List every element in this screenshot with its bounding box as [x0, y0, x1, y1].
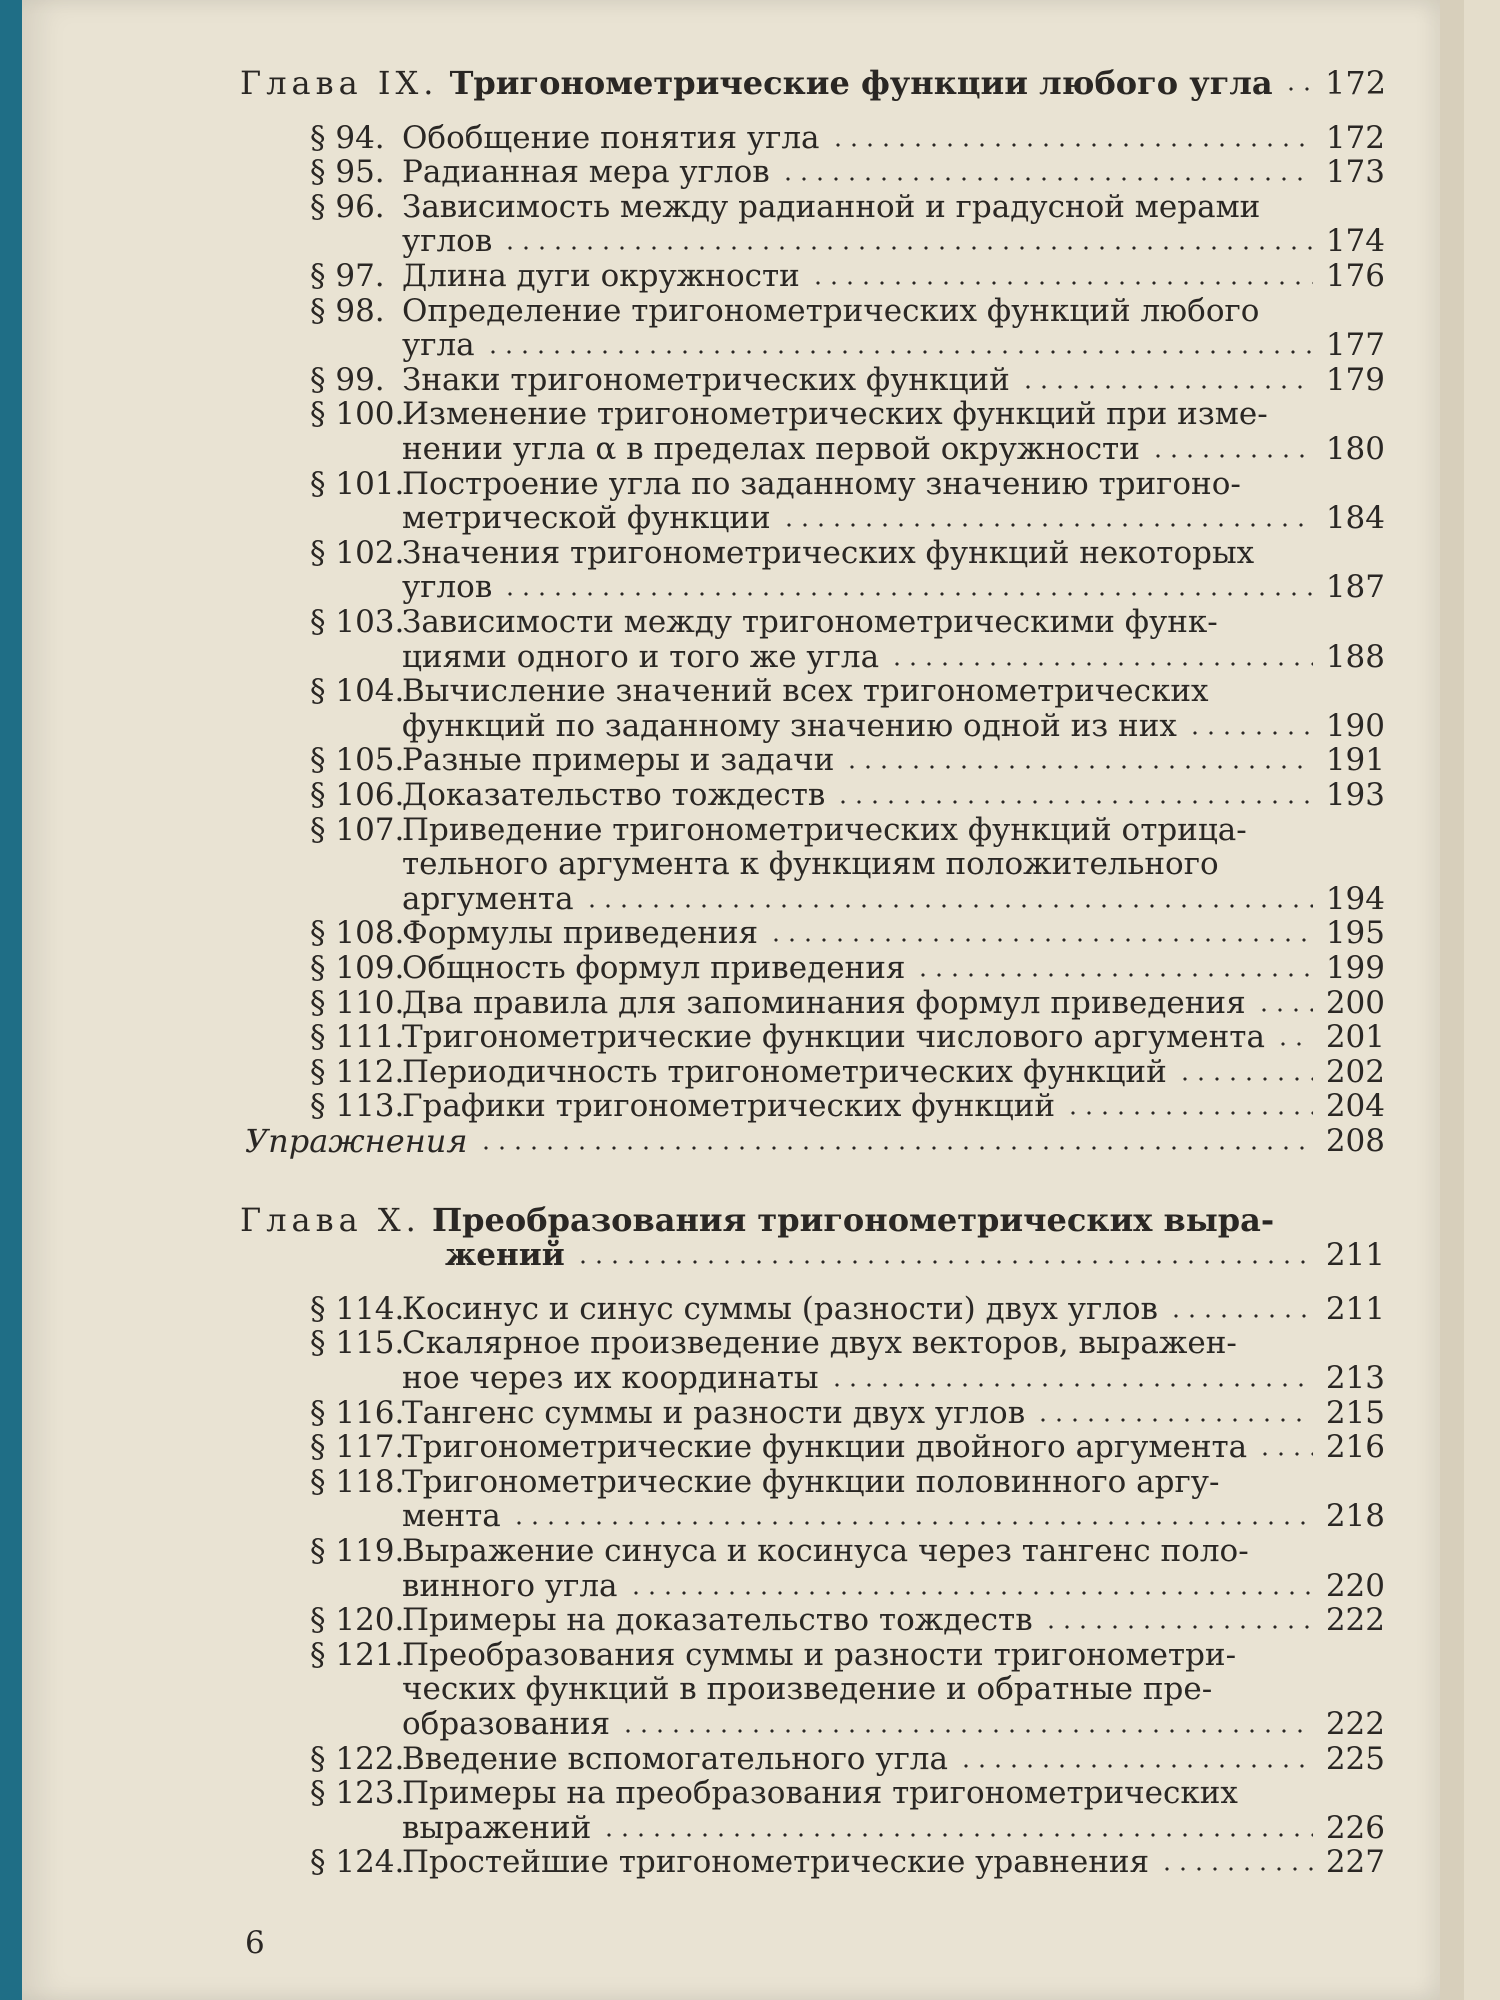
chapter-heading [240, 66, 1385, 100]
section-title: Построение угла по заданному значению тригоно- [402, 465, 1241, 502]
toc-entry [240, 915, 1385, 951]
chapter-label: Глава X. [240, 1200, 421, 1239]
toc-entry [240, 1775, 1385, 1811]
toc-entry [240, 1019, 1385, 1055]
section-page: 177 [1325, 327, 1385, 364]
section-title: углов [402, 223, 493, 260]
dot-leader [889, 662, 1313, 666]
section-title: Тригонометрические функции половинного аргу- [402, 1463, 1220, 1500]
section-number: § 99. [310, 361, 385, 398]
toc-entry [240, 604, 1385, 640]
section-number: § 110. [310, 984, 405, 1021]
toc-entry [240, 1706, 1385, 1742]
dot-leader [1035, 1418, 1313, 1422]
section-page: 216 [1325, 1429, 1385, 1466]
section-page: 194 [1325, 880, 1385, 917]
section-title: углов [402, 569, 493, 606]
dot-leader [502, 592, 1313, 596]
chapter-title: Преобразования тригонометрических выра- [431, 1200, 1275, 1239]
section-number: § 94. [310, 119, 385, 156]
section-number: § 96. [310, 188, 385, 225]
section-page: 213 [1325, 1360, 1385, 1397]
section-title: Графики тригонометрических функций [402, 1088, 1056, 1125]
section-title: мента [402, 1498, 501, 1535]
exercises-entry [240, 1123, 1385, 1159]
toc-entry [240, 535, 1385, 571]
section-page: 188 [1325, 638, 1385, 675]
dot-leader [830, 143, 1313, 147]
toc-entry [240, 742, 1385, 778]
section-number: § 103. [310, 604, 405, 641]
section-page: 193 [1325, 777, 1385, 814]
dot-leader [810, 281, 1313, 285]
section-title: Знаки тригонометрических функций [402, 361, 1010, 398]
section-number: § 108. [310, 915, 405, 952]
chapter-page: 172 [1325, 64, 1387, 102]
dot-leader [628, 1591, 1313, 1595]
section-number: § 95. [310, 154, 385, 191]
section-title: Тригонометрические функции числового аргумента [402, 1019, 1265, 1056]
dot-leader [620, 1729, 1313, 1733]
section-number: § 120. [310, 1602, 405, 1639]
section-page: 204 [1325, 1088, 1385, 1125]
toc-entry [240, 1637, 1385, 1673]
section-title: метрической функции [402, 500, 771, 537]
section-page: 179 [1325, 361, 1385, 398]
dot-leader [1177, 1077, 1313, 1081]
section-title: Примеры на преобразования тригонометрических [402, 1775, 1238, 1812]
section-title: Общность формул приведения [402, 950, 906, 987]
dot-leader [1275, 1042, 1313, 1046]
section-title: Простейшие тригонометрические уравнения [402, 1844, 1150, 1881]
dot-leader [601, 1833, 1313, 1837]
section-number: § 106. [310, 777, 405, 814]
dot-leader [502, 246, 1313, 250]
dot-leader [1159, 1867, 1313, 1871]
section-number: § 104. [310, 673, 405, 710]
toc-entry [240, 1602, 1385, 1638]
section-title: нении угла α в пределах первой окружности [402, 431, 1140, 468]
toc-entry [240, 327, 1385, 363]
dot-leader [781, 523, 1313, 527]
dot-leader [768, 938, 1313, 942]
toc-entry [240, 1429, 1385, 1465]
toc-entry [240, 639, 1385, 675]
page-edge [1464, 0, 1500, 2000]
toc-entry [240, 985, 1385, 1021]
section-title: Приведение тригонометрических функций отрица- [402, 811, 1247, 848]
section-number: § 109. [310, 950, 405, 987]
section-title: Формулы приведения [402, 915, 759, 952]
chapter-page: 211 [1325, 1237, 1385, 1274]
chapter-title-cont [240, 1237, 1385, 1273]
section-page: 199 [1325, 950, 1385, 987]
dot-leader [1187, 731, 1313, 735]
section-page: 225 [1325, 1740, 1385, 1777]
section-page: 176 [1325, 258, 1385, 295]
section-number: § 102. [310, 534, 405, 571]
dot-leader [1283, 87, 1313, 91]
section-title: тельного аргумента к функциям положительного [402, 846, 1219, 883]
toc-entry [240, 154, 1385, 190]
section-number: § 115. [310, 1325, 405, 1362]
section-page: 226 [1325, 1809, 1385, 1846]
dot-leader [915, 973, 1313, 977]
toc-entry [240, 569, 1385, 605]
section-title: Значения тригонометрических функций некоторых [402, 534, 1255, 571]
section-title: Обобщение понятия угла [402, 119, 820, 156]
section-page: 184 [1325, 500, 1385, 537]
dot-leader [780, 177, 1313, 181]
section-number: § 105. [310, 742, 405, 779]
section-page: 218 [1325, 1498, 1385, 1535]
section-number: § 98. [310, 292, 385, 329]
toc-entry [240, 120, 1385, 156]
toc-entry [240, 431, 1385, 467]
toc-entry [240, 1291, 1385, 1327]
section-title: ческих функций в произведение и обратные пре- [402, 1671, 1213, 1708]
dot-leader [478, 1146, 1313, 1150]
section-title: Определение тригонометрических функций любого [402, 292, 1260, 329]
section-page: 201 [1325, 1019, 1385, 1056]
toc-entry [240, 846, 1385, 882]
toc-entry [240, 223, 1385, 259]
toc-entry [240, 258, 1385, 294]
chapter-title: Тригонометрические функции любого угла [449, 64, 1273, 102]
toc-entry [240, 1464, 1385, 1500]
section-page: 195 [1325, 915, 1385, 952]
section-number: § 107. [310, 811, 405, 848]
section-title: Разные примеры и задачи [402, 742, 835, 779]
toc-entry [240, 1498, 1385, 1534]
dot-leader [1257, 1452, 1313, 1456]
toc-entry [240, 881, 1385, 917]
section-page: 222 [1325, 1706, 1385, 1743]
dot-leader [1168, 1314, 1313, 1318]
dot-leader [575, 1260, 1313, 1264]
toc-entry [240, 950, 1385, 986]
section-title: Преобразования суммы и разности тригонометри- [402, 1636, 1237, 1673]
section-number: § 111. [310, 1019, 405, 1056]
section-page: 190 [1325, 707, 1385, 744]
toc-entry [240, 708, 1385, 744]
section-title: выражений [402, 1809, 592, 1846]
toc-entry [240, 1395, 1385, 1431]
section-title: Радианная мера углов [402, 154, 770, 191]
section-page: 172 [1325, 119, 1385, 156]
section-page: 174 [1325, 223, 1385, 260]
section-number: § 113. [310, 1088, 405, 1125]
dot-leader [1043, 1625, 1313, 1629]
section-number: § 118. [310, 1463, 405, 1500]
section-number: § 114. [310, 1290, 405, 1327]
dot-leader [835, 800, 1313, 804]
section-page: 211 [1325, 1290, 1385, 1327]
page-edge [1440, 0, 1464, 2000]
toc-entry [240, 812, 1385, 848]
toc-entry [240, 1741, 1385, 1777]
section-title: функций по заданному значению одной из них [402, 707, 1177, 744]
section-number: § 119. [310, 1533, 405, 1570]
dot-leader [584, 904, 1313, 908]
dot-leader [844, 765, 1313, 769]
section-title: винного угла [402, 1567, 618, 1604]
dot-leader [1256, 1008, 1313, 1012]
chapter-label: Глава IX. [240, 64, 439, 102]
dot-leader [485, 350, 1313, 354]
section-title: аргумента [402, 880, 574, 917]
section-page: 222 [1325, 1602, 1385, 1639]
toc-entry [240, 1533, 1385, 1569]
exercises-page: 208 [1325, 1123, 1385, 1160]
section-number: § 97. [310, 258, 385, 295]
section-title: Зависимости между тригонометрическими функ- [402, 604, 1218, 641]
dot-leader [1150, 454, 1313, 458]
section-number: § 124. [310, 1844, 405, 1881]
section-number: § 123. [310, 1775, 405, 1812]
toc-entry [240, 500, 1385, 536]
section-page: 220 [1325, 1567, 1385, 1604]
section-title: Введение вспомогательного угла [402, 1740, 948, 1777]
section-title: Скалярное произведение двух векторов, выражен- [402, 1325, 1237, 1362]
section-title: Изменение тригонометрических функций при изме- [402, 396, 1268, 433]
table-of-contents [240, 48, 1385, 1968]
dot-leader [1020, 385, 1313, 389]
toc-entry [240, 1088, 1385, 1124]
section-title: угла [402, 327, 475, 364]
toc-entry [240, 1325, 1385, 1361]
toc-entry [240, 1360, 1385, 1396]
toc-entry [240, 396, 1385, 432]
section-number: § 117. [310, 1429, 405, 1466]
page-number: 6 [245, 1925, 265, 1961]
section-number: § 101. [310, 465, 405, 502]
toc-entry [240, 1810, 1385, 1846]
toc-entry [240, 673, 1385, 709]
toc-entry [240, 1671, 1385, 1707]
toc-entry [240, 362, 1385, 398]
section-title: образования [402, 1706, 611, 1743]
section-number: § 100. [310, 396, 405, 433]
section-page: 227 [1325, 1844, 1385, 1881]
toc-entry [240, 777, 1385, 813]
section-title: Тригонометрические функции двойного аргумента [402, 1429, 1248, 1466]
section-title: Доказательство тождеств [402, 777, 826, 814]
section-title: Зависимость между радианной и градусной мерами [402, 188, 1261, 225]
section-number: § 116. [310, 1394, 405, 1431]
dot-leader [958, 1764, 1313, 1768]
section-number: § 121. [310, 1636, 405, 1673]
section-title: Примеры на доказательство тождеств [402, 1602, 1033, 1639]
section-page: 215 [1325, 1394, 1385, 1431]
section-title: Выражение синуса и косинуса через тангенс поло- [402, 1533, 1249, 1570]
section-page: 173 [1325, 154, 1385, 191]
exercises-label: Упражнения [245, 1122, 468, 1161]
section-number: § 112. [310, 1053, 405, 1090]
section-title: ное через их координаты [402, 1360, 819, 1397]
section-title: Вычисление значений всех тригонометрических [402, 673, 1209, 710]
section-title: Тангенс суммы и разности двух углов [402, 1394, 1026, 1431]
section-page: 187 [1325, 569, 1385, 606]
toc-entry [240, 1844, 1385, 1880]
chapter-heading [240, 1200, 1385, 1239]
section-title: Длина дуги окружности [402, 258, 800, 295]
toc-entry [240, 293, 1385, 329]
section-title: Косинус и синус суммы (разности) двух углов [402, 1290, 1158, 1327]
toc-entry [240, 1568, 1385, 1604]
section-page: 200 [1325, 984, 1385, 1021]
toc-entry [240, 189, 1385, 225]
dot-leader [511, 1521, 1313, 1525]
toc-entry [240, 466, 1385, 502]
toc-entry [240, 1054, 1385, 1090]
section-page: 191 [1325, 742, 1385, 779]
section-title: Два правила для запоминания формул приведения [402, 984, 1246, 1021]
section-number: § 122. [310, 1740, 405, 1777]
dot-leader [1065, 1111, 1313, 1115]
section-page: 202 [1325, 1053, 1385, 1090]
section-page: 180 [1325, 431, 1385, 468]
chapter-title-line2: жений [445, 1237, 565, 1274]
section-title: циями одного и того же угла [402, 638, 880, 675]
section-title: Периодичность тригонометрических функций [402, 1053, 1167, 1090]
dot-leader [829, 1383, 1313, 1387]
